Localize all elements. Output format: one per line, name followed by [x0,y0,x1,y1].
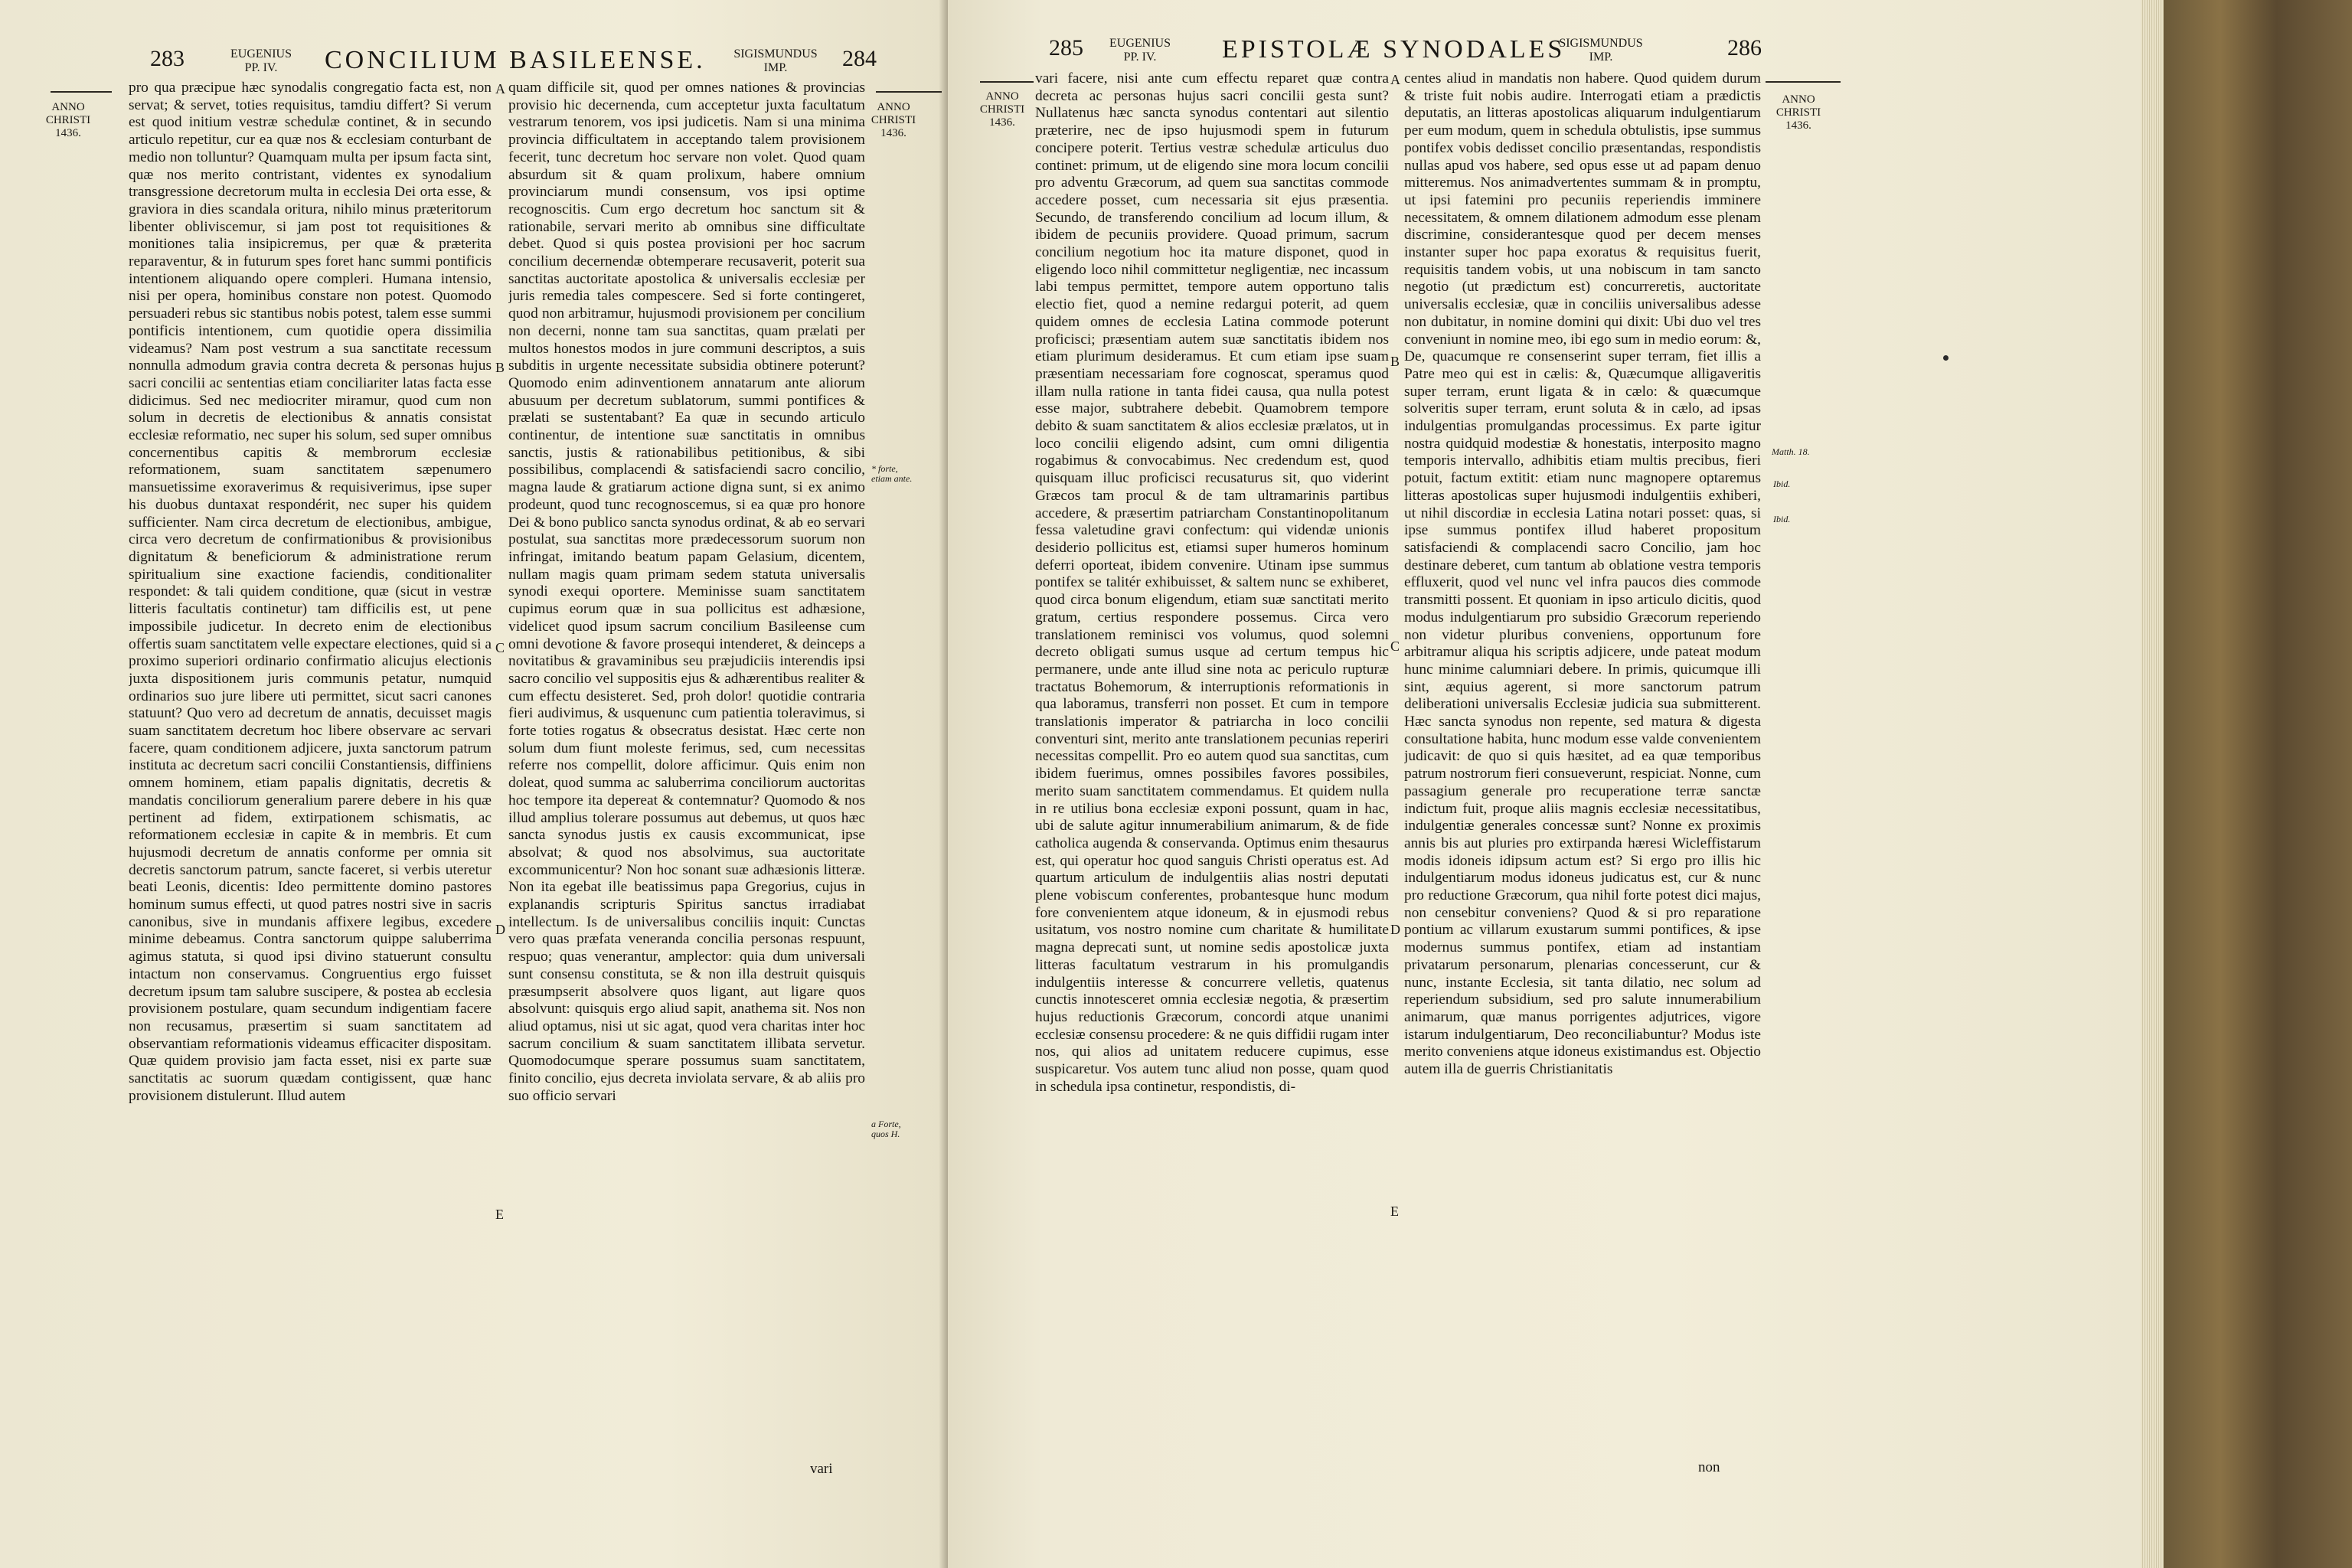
emperor-header [726,47,825,75]
pope-name: EUGENIUS [230,47,292,60]
ink-spot [1943,355,1949,361]
column-letter-e: E [1390,1204,1399,1219]
column-letter-b: B [495,360,505,375]
column-letter-d: D [495,922,505,937]
emperor-header [1551,37,1651,64]
christi-label: CHRISTI [1775,106,1821,119]
text-column-1 [129,80,492,1481]
christi-label: CHRISTI [979,103,1025,116]
emperor-title: IMP. [1589,51,1613,64]
pope-name: EUGENIUS [1109,37,1171,50]
column-letter-b: B [1390,354,1400,369]
anno-label: ANNO [877,101,910,113]
column-text: centes aliud in mandatis non habere. Quod quidem durum & triste fuit nobis audire. Interrogati etiam a prædictis deputatis, an litteras apostolicas aliquarum indulgentiarum per eum modum, quem in schedula obtulistis, ipse summus pontifex vobis dedisset concilio præsentandas, respondistis nullas apud vos habere, sed opus esse ut ad papam denuo mitteremus. Nos animadvertentes summam & in promptu, ut ipsi fatemini pro pecuniis reperiendis imminere necessitatem, & omnem dilationem admodum esse plenam discrimine, considerantesque quod per decem menses instanter super hoc papa exoratus & requisitus fuerit, requisitis tandem vobis, ut una nobiscum in tam sancto negotio (ut prædictum est) concurreretis, auctoritate universalis ecclesiæ, quæ in conciliis universalibus adesse non dubitatur, in nomine domini qui dixit: Ubi duo vel tres conveniunt in nomine meo, ibi ego sum in medio eorum: &, De, quacumque re consenserint super terram, fiet illis a Patre meo qui est in cælis: &, Quæcumque alligaveritis super terram, erunt ligata & in cælo: & quæcumque solveritis super terram, erunt soluta & in cælo, ad ipsas indulgentias promulgandas processimus. Ex parte igitur nostra quidquid modestiæ & honestatis, interposito magno temporis intervallo, adhibitis etiam multis precibus, fieri potuit, factum extitit: etiam nunc magnopere optaremus litteras apostolicas super hujusmodi indulgentiis exhiberi, ut nihil discordiæ in ecclesia Latina notari posset: quas, si ipse summus pontifex illud haberet propositum satisfaciendi & complacendi sacro Concilio, jam hoc destinare deberet, cum tantum ab oblatione vestra temporis effluxerit, quod vel nunc vel infra paucos dies commode transmitti possent. Et quoniam in ipso articulo dicitis, quod modus indulgentiarum pro subsidio Græcorum reperiendo non videtur pluribus conveniens, opportunum fore arbitramur aliqua his scriptis adjicere, unde pateat modum hunc minime calumniari debere. In primis, quicumque illi sint, æquius agerent, si more sanctorum patrum deliberationi universalis Ecclesiæ judicia sua submitterent. Hæc sancta synodus non repente, sed matura & digesta consultatione habita, hunc modum esse valde convenientem judicavit: de quo si quis hæsitet, ad ea quæ temporibus patrum nostrorum fieri consueverunt, respiciat. Nonne, cum passagium generale pro recuperatione terræ sanctæ indictum fuit, proque aliis magnis ecclesiæ necessitatibus, indulgentiæ generales concessæ sunt? Nonne ex proximis annis bis aut pluries pro extirpanda hæresi Wicleffistarum modis idoneis idipsum actum est? Si ergo pro illis hic indulgentiarum modus idoneus judicatus est, cur & nunc pro reductione Græcorum, qua nihil forte potest dici majus, non censebitur conveniens? Quod & si pro reparatione pontium ac villarum exustarum summi pontifices, & ipse modernus summus pontifex, etiam ad instantiam privatarum personarum, plenarias concesserunt, cur & nunc, instante Ecclesia, sit tanta dilatio, nec solum ad reperiendum subsidium, sed pro salute innumerabilium animarum, quæ manus porrigentes adjutrices, vigore istarum indulgentiarum, Deo reconciliabuntur? Modus iste merito conveniens atque idoneus existimandus est. Objectio autem illa de guerris Christianitatis [1404,70,1761,1078]
anno-label: ANNO [1782,93,1815,106]
christi-label: CHRISTI [871,114,916,126]
book-binding [2164,0,2352,1568]
folio-number: 285 [1049,35,1083,60]
column-letter-a: A [1390,72,1400,87]
anno-christi-right [1775,93,1822,132]
margin-note: Ibid. [1773,514,1791,524]
column-text: vari facere, nisi ante cum effectu reparet quæ contra decreta ac personas hujus sacri concilii gesta sunt? Nullatenus hæc sancta synodus contentari aut silentio præterire, nec de ipso hujusmodi spem in futurum concipere poterit. Tertius vestræ schedulæ articulus duo continet: primum, ut de eligendo sine mora locum concilii pro adventu Græcorum, ad quem sua sanctitas commode accedere posset, cum necessaria sit ejus præsentia. Secundo, de transferendo concilium ad locum illum, & ibidem de pecuniis providere. Quoad primum, sacrum concilium negotium hoc ita mature disponet, quod in eligendo loco nihil committetur negligentiæ, nec incassum labi tempus permittet, tempore autem opportuno talis electio fiet, quod a nemine redargui poterit, ad quem quidem omnes de ecclesia Latina commode poterunt proficisci; præsentiam autem suæ sanctitatis ibidem nos etiam plurimum desideramus. Et cum etiam ipse suam præsentiam necessariam fore cognoscat, speramus quod illam nulla ratione in tanta fidei causa, qua nulla potest esse major, subtrahere debebit. Quamobrem tempore debito & suam sanctitatem & alios ecclesiæ prælatos, ut in loco concilii eligendo adsint, cum omni diligentia rogabimus & convocabimus. Nec credendum est, quod quisquam illuc proficisci recusaturus sit, quo viderint Græcos tam procul & de tam ultramarinis partibus accedere, & præsertim patriarcham Constantinopolitanum fessa valetudine gravi confectum: qui videndæ unionis desiderio pollicitus est, etiamsi super humeros hominum deferri oporteat, ibidem convenire. Utinam ipse summus pontifex se talitér exhibuisset, & saltem nunc se exhiberet, quod circa bonum eligendum, etiam suæ sanctitati merito gratum, certius respondere possemus. Circa vero translationem reminisci vos volumus, quod solemni decreto obligati sumus usque ad certum tempus hic permanere, unde ante illud sine nota ac periculo rupturæ tractatus Bohemorum, & interruptionis reformationis in qua laboramus, transferri non posset. Et cum in tempore translationis imperator & patriarcha in loco concilii conventuri sint, merito ante translationem pecunias reperiri necessitas compellit. Pro eo autem quod sua sanctitas, cum ibidem fuerimus, omnes possibiles favores possibiles, merito suam sanctitatem commendamus. Et quidem nulla in re utilius bona ecclesiæ exponi possunt, quam in hac, ubi de salute agitur innumerabilium animarum, & de fide catholica augenda & conservanda. Optimus enim thesaurus est, qui operatur hoc quod sanguis Christi operatus est. Ad quartum articulum de indulgentiis alias nostri deputati plene vobiscum conferentes, probantesque hunc modum fore convenientem atque idoneum, & in ejusmodi rebus usitatum, vos nostro nomine cum charitate & humilitate magna deprecati sunt, ut nomine sedis apostolicæ juxta litteras facultatum vestrarum in his promulgandis indulgentiis interesse & concurrere velletis, quatenus cunctis innotesceret omnia ecclesiæ negotia, & præsertim hujus reductionis Græcorum, concordi atque unanimi ecclesiæ consensu procedere: & ne quis diffidii rugam inter nos, qui alios ad unitatem reducere cupimus, esse suspicaretur. Vos autem tunc aliud non posse, quam quod in schedula ipsa continetur, respondistis, di- [1035,70,1389,1095]
column-letter-e: E [495,1207,504,1222]
column-text: quam difficile sit, quod per omnes nationes & provincias provisio hic decernenda, cum acceptetur juxta facultatum vestrarum tenorem, vos ipsi judicetis. Nam si una minima provincia difficultatem in acceptando talem provisionem fecerit, tunc decretum hoc servare non volet. Quod quam absurdum sit & quam prolixum, habere omnium provinciarum mundi consensum, vos ipsi optime recognoscitis. Cum ergo decretum hoc sanctum sit & rationabile, servari merito ab omnibus sine difficultate debet. Quod si quis postea provisioni per hoc sacrum concilium decernendæ obtemperare recusaverit, poterit sua sanctitas auctoritate apostolica & universalis ecclesiæ per juris remedia tales compescere. Sed si forte contingeret, quod non arbitramur, hujusmodi provisionem per concilium non decerni, nonne tam sua sanctitas, quam prælati per multos honestos modos in jure communi descriptos, a suis subditis in urgente necessitate subsidia obtinere poterunt? Quomodo enim adinventionem annatarum ante aliorum abusuum per decretum sublatorum, summi pontifices & prælati se sustentabant? Ea quæ in secundo articulo continentur, de intentione suæ sanctitatis in omnibus sanctis, justis & rationabilibus petitionibus, & sibi possibilibus, complacendi & satisfaciendi sacro concilio, magna laude & gratiarum actione digna sunt, si ex animo prodeunt, quod tunc recognoscemus, si ea quæ pro honore Dei & bono publico sancta synodus ordinat, & ab eo servari postulat, sua sanctitas more prædecessorum suorum non infringat, imitando beatum papam Gelasium, dicentem, nullam magis quam primam sedem statuta universalis synodi exequi oportere. Meminisse suam sanctitatem cupimus eorum quæ in sua pollicitus est adhæsione, videlicet quod ipsum sacrum concilium Basileense cum omni devotione & favore prosequi intenderet, & deinceps a novitatibus & gravaminibus seu præjudiciis interendis ipsi sacro concilio vel suppositis ejus & adhærentibus realiter & cum effectu desisteret. Sed, proh dolor! quotidie contraria fieri audivimus, & usquenunc cum patientia toleravimus, si forte toties rogatus & obsecratus desistat. Hæc certe non solum dum fiunt moleste ferimus, sed, cum necessitas referre nos compellit, dolore afficimur. Quis enim non doleat, quod summa ac saluberrima conciliorum auctoritas hoc tempore ita depereat & contemnatur? Quomodo & nos illud amplius tolerare possumus aut debemus, ut quos hæc sancta synodus justis ex causis excommunicat, ipse absolvat; & quod nos absolvimus, sua auctoritate excommunicentur? Non hoc sonant suæ adhæsionis litteræ. Non ita egebat ille beatissimus papa Gregorius, cujus in explanandis scripturis Spiritus sanctus irradiabat intellectum. Is de universalibus conciliis inquit: Cunctas vero quas præfata veneranda concilia personas respuunt, respuo; quas venerantur, amplector: quia dum universali sunt consensu constituta, se & non illa destruit quisquis præsumpserit absolvere quos ligant, aut ligare quos absolvunt: quisquis ergo aliud sapit, anathema sit. Nos non aliud optamus, nisi ut sic agat, quod vera charitas inter hoc sacrum concilium & suam sanctitatem illibata servetur. Quomodocumque sperare possumus suam sanctitatem, finito concilio, ejus decreta inviolata servare, & ab aliis pro suo officio servari [508,80,865,1104]
right-page [948,0,2141,1568]
margin-note: Ibid. [1773,479,1791,489]
year-label: 1436. [55,127,81,139]
margin-rule [876,91,942,93]
emperor-name: SIGISMUNDUS [733,47,818,60]
margin-rule [980,81,1034,83]
anno-christi-left [44,101,92,140]
catchword: vari [810,1461,833,1477]
text-column-2 [1404,70,1761,1464]
column-text: pro qua præcipue hæc synodalis congregatio facta est, non servat; & servet, toties requisitus, tamdiu differt? Si verum est quod initium vestræ schedulæ continet, & in secundo articulo repetitur, cur ea quæ nos & ecclesiam conturbant de medio non tolluntur? Quamquam multa per ipsum facta sint, quæ nos merito contristant, videntes ex synodalium transgressione decretorum multa in ecclesia Dei orta esse, & graviora in dies scandala oritura, nihilo minus præteritorum libenter obliviscemur, si jam post tot requisitiones & monitiones talia insipicremus, per quæ & præterita reparaventur, & in futurum spes foret hanc summi pontificis intentionem aliquando opere compleri. Humana intensio, nisi per opera, hominibus constare non potest. Quomodo persuaderi rebus sic stantibus nobis potest, talem esse summi pontificis intentionem, cum quotidie opera dissimilia videamus? Nam post vestrum a sua sanctitate recessum nonnulla admodum gravia contra decreta & personas hujus sacri concilii ac sententias etiam conciliariter latas facta esse didicimus. Sed nec mediocriter miramur, quod cum non solum in decretis de electionibus & annatis consistat ecclesiæ reformatio, nec super his solum, sed super omnibus concernentibus capitis & membrorum ecclesiæ reformationem, suam sanctitatem sæpenumero mansuetissime exoraverimus & requisiverimus, ipse super his duobus duntaxat respondérit, nec super his quidem sufficienter. Nam circa decretum de electionibus, ambigue, circa vero decretum de confirmationibus & provisionibus dignitatum & beneficiorum & administratione rerum spiritualium sine exactione faciendis, conditionaliter respondet: & tali quidem conditione, quæ (sicut in vestræ litteris facultatis continetur) tam difficilis est, ut pene impossibile judicetur. In decreto enim de electionibus offertis suam sanctitatem velle expectare electiones, quid si a proximo superiori ordinario confirmatio alicujus electionis juxta dispositionem juris communis petatur, numquid ordinarios suo jure libere uti permittet, sicut sacri canones statuunt? Quo vero ad decretum de annatis, decuisset magis suam sanctitatem decretum hoc libere observare ac servari facere, quam conditionem adjicere, juxta sanctorum patrum instituta ac decretum sacri concilii Constantiensis, diffiniens omnem hominem, etiam papalis dignitatis, decretis & mandatis conciliorum generalium parere debere in his quæ pertinent ad fidem, extirpationem schismatis, ac reformationem ecclesiæ in capite & in membris. Et cum hujusmodi decretum de annatis conforme per omnia sit decretis sanctorum patrum, sancte faceret, si verbis uteretur beati Leonis, dicentis: Ideo permittente domino pastores hominum sumus effecti, ut quod patres nostri sive in sacris canonibus, sive in mundanis affixere legibus, excedere minime debeamus. Contra sanctorum quippe saluberrima agimus statuta, si quod ipsi divino statuerunt consultu intactum non conservamus. Congruentius ergo fuisset decretum ipsum tam salubre suscipere, & postea ab ecclesia provisionem postulare, quam secundum indigentiam facere non recusamus, præsertim si suam sanctitatem ad observantiam reformationis videamus efficaciter dispositam. Quæ quidem provisio jam facta esset, nisi ex parte suæ sanctitatis ac suorum quædam contigissent, quæ hanc provisionem distulerunt. Illud autem [129,80,492,1104]
emperor-title: IMP. [763,61,788,74]
text-column-1 [1035,70,1389,1462]
christi-label: CHRISTI [45,114,91,126]
page-edges [2141,0,2164,1568]
running-title: CONCILIUM BASILEENSE. [325,46,706,74]
emperor-name: SIGISMUNDUS [1559,37,1643,50]
folio-number: 286 [1727,35,1762,60]
pope-header [1098,37,1182,64]
anno-label: ANNO [51,101,85,113]
pope-number: PP. IV. [244,61,278,74]
column-letter-c: C [495,640,505,655]
margin-note: a Forte, quos H. [871,1119,901,1139]
anno-christi-left [978,90,1026,129]
anno-christi-right [870,101,917,140]
column-letter-d: D [1390,922,1400,937]
pope-number: PP. IV. [1123,51,1157,64]
running-title: EPISTOLÆ SYNODALES [1222,35,1566,64]
text-column-2 [508,80,865,1478]
column-letter-a: A [495,81,505,96]
pope-header [219,47,303,75]
year-label: 1436. [880,127,906,139]
year-label: 1436. [1785,119,1811,132]
margin-rule [1766,81,1841,83]
year-label: 1436. [989,116,1015,129]
folio-number: 284 [842,46,877,71]
anno-label: ANNO [985,90,1019,103]
margin-note: * forte, etiam ante. [871,463,913,484]
folio-number: 283 [150,46,185,71]
margin-rule [51,91,112,93]
left-page [0,0,948,1568]
catchword: non [1698,1459,1720,1475]
column-letter-c: C [1390,639,1400,654]
margin-note: Matth. 18. [1772,446,1810,457]
